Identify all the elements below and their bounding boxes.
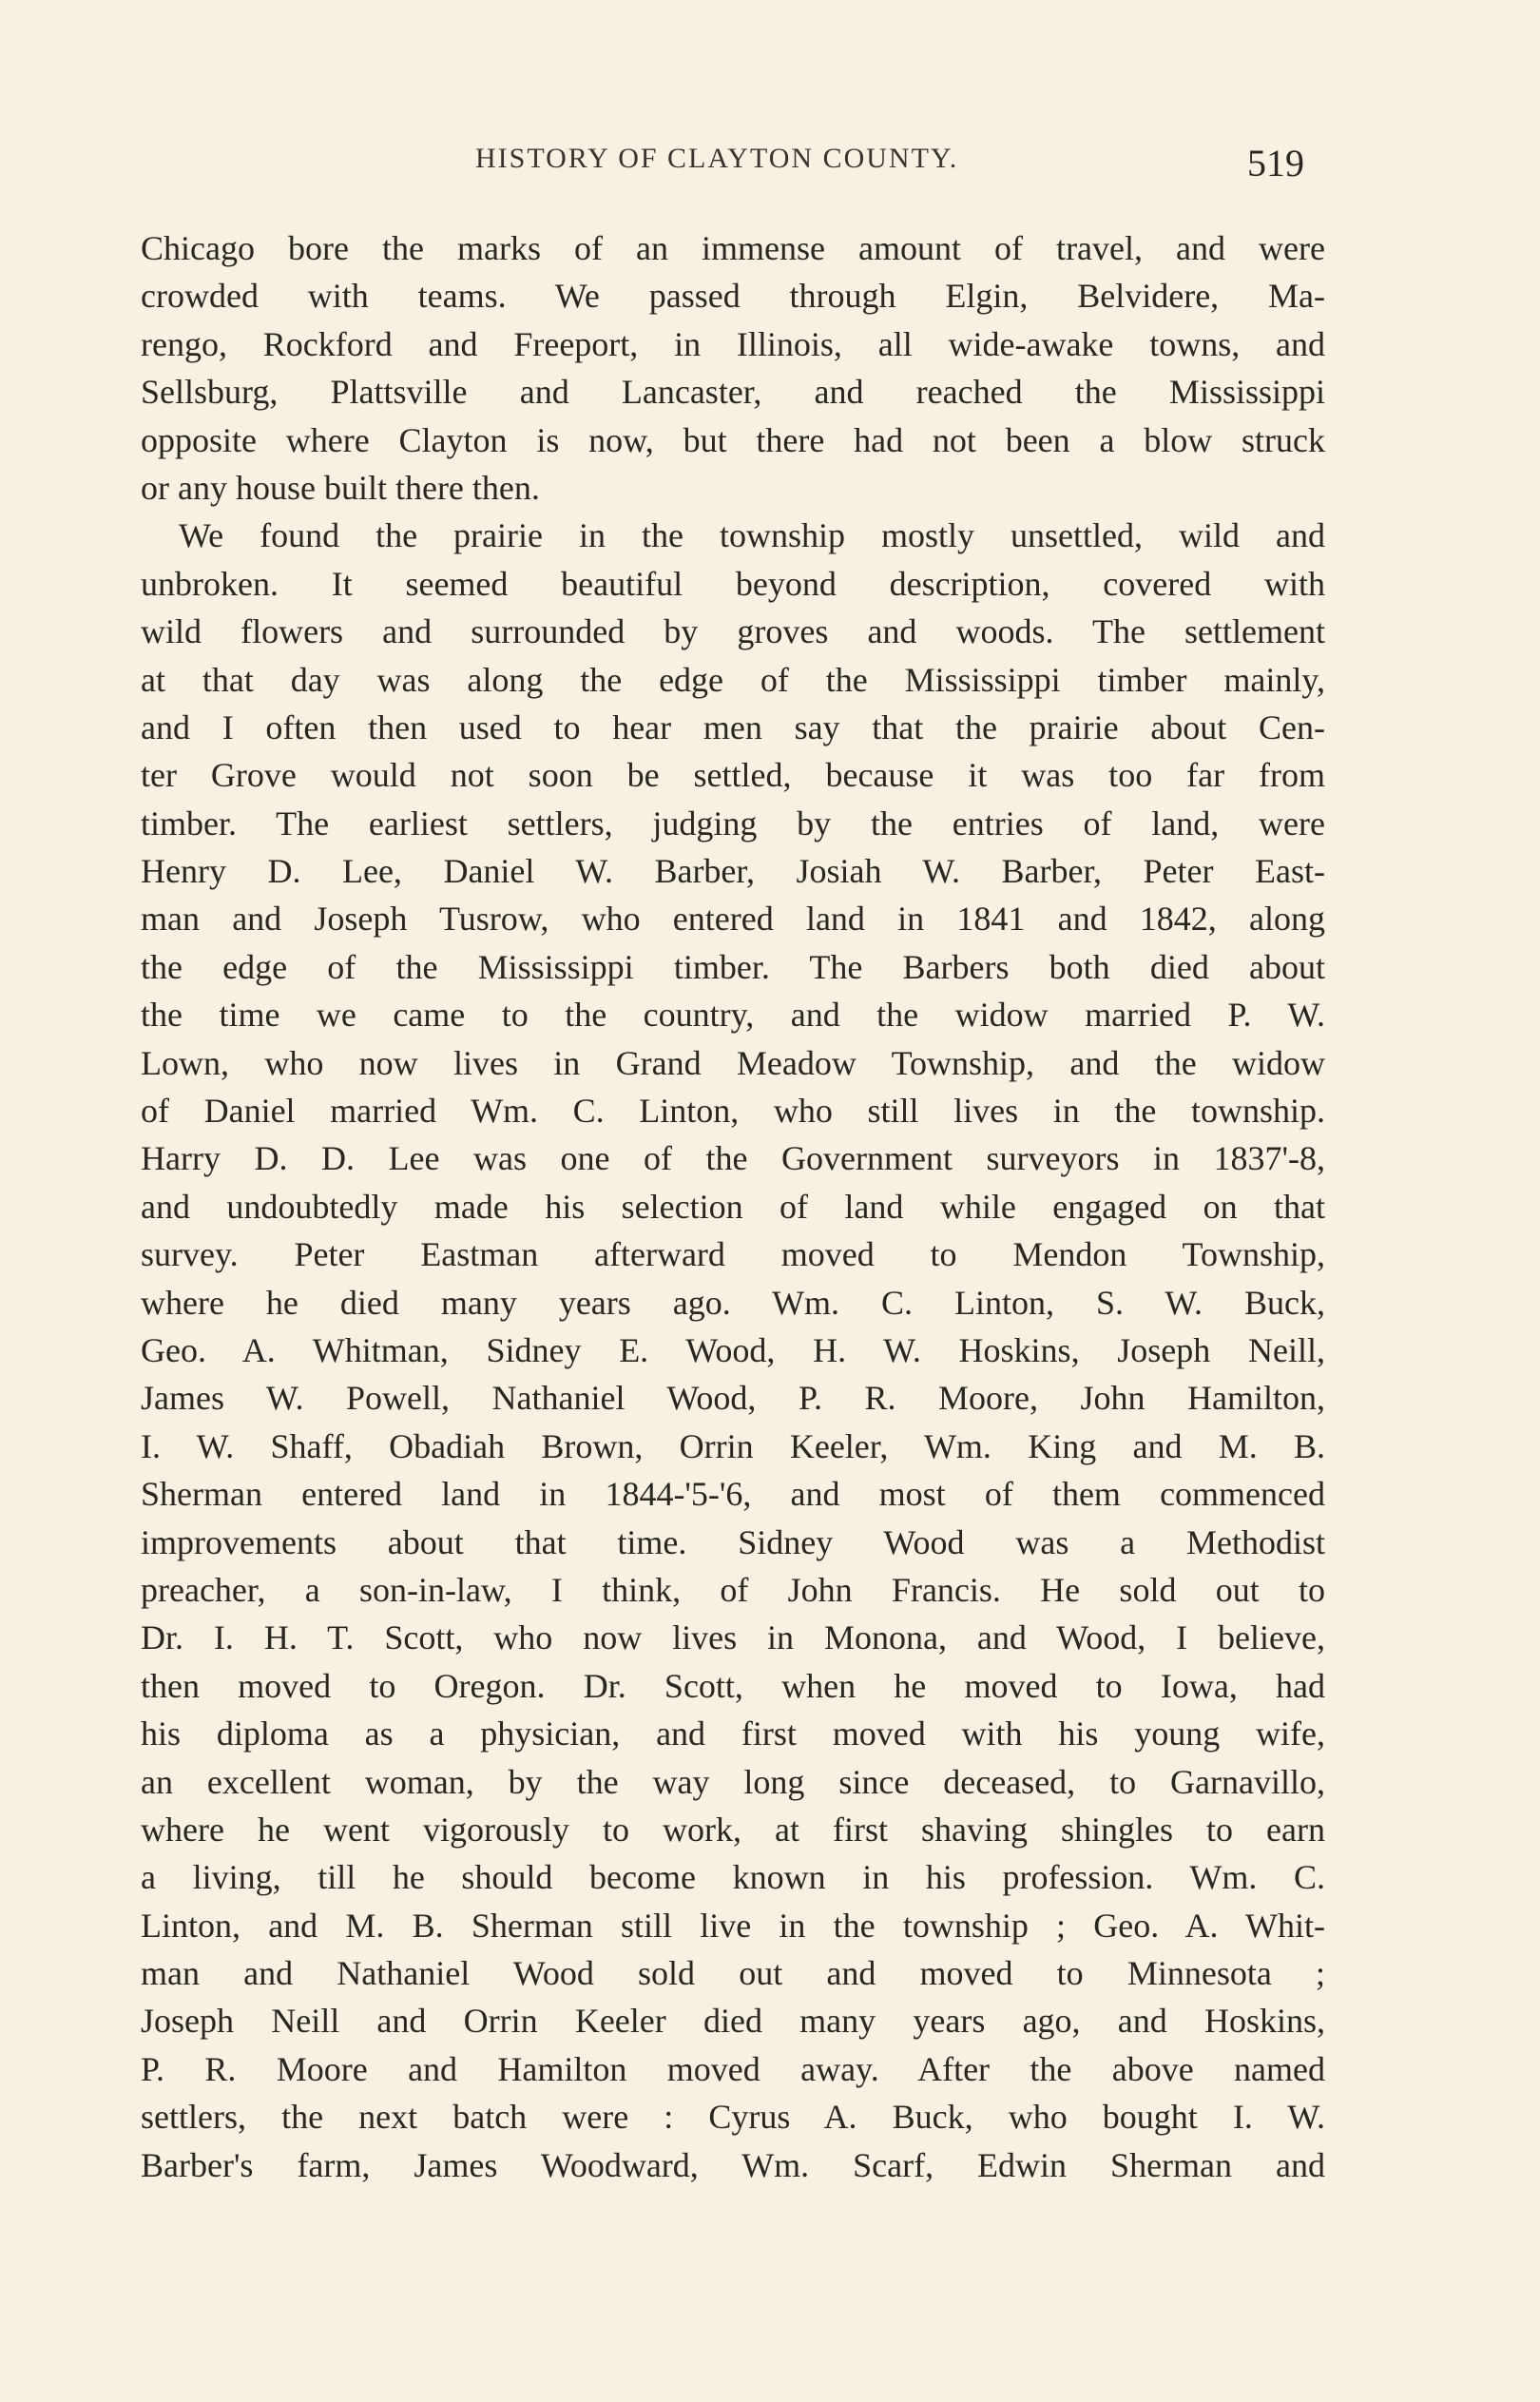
text-line: preacher, a son-in-law, I think, of John Francis. He sold out to bbox=[141, 1570, 1325, 1609]
text-line: I. W. Shaff, Obadiah Brown, Orrin Keeler, Wm. King and M. B. bbox=[141, 1426, 1325, 1465]
text-line: then moved to Oregon. Dr. Scott, when he moved to Iowa, had bbox=[141, 1666, 1325, 1705]
text-line: Sherman entered land in 1844-'5-'6, and most of them commenced bbox=[141, 1475, 1325, 1514]
text-line: opposite where Clayton is now, but there had not been a blow struck bbox=[141, 420, 1325, 459]
text-line: Barber's farm, James Woodward, Wm. Scarf, Edwin Sherman and bbox=[141, 2145, 1325, 2184]
text-line: his diploma as a physician, and first moved with his young wife, bbox=[141, 1714, 1325, 1753]
text-line: Sellsburg, Plattsville and Lancaster, and reached the Mississippi bbox=[141, 373, 1325, 412]
text-line: man and Nathaniel Wood sold out and moved to Minnesota ; bbox=[141, 1954, 1325, 1993]
text-line: of Daniel married Wm. C. Linton, who still lives in the township. bbox=[141, 1092, 1325, 1131]
text-line: Geo. A. Whitman, Sidney E. Wood, H. W. Hoskins, Joseph Neill, bbox=[141, 1330, 1325, 1369]
text-line: a living, till he should become known in his profession. Wm. C. bbox=[141, 1858, 1325, 1897]
text-line: We found the prairie in the township mostly unsettled, wild and bbox=[179, 516, 1325, 555]
text-line: man and Joseph Tusrow, who entered land in 1841 and 1842, along bbox=[141, 900, 1325, 939]
text-line: timber. The earliest settlers, judging by the entries of land, were bbox=[141, 804, 1325, 843]
text-line: P. R. Moore and Hamilton moved away. After the above named bbox=[141, 2049, 1325, 2088]
text-line: Dr. I. H. T. Scott, who now lives in Monona, and Wood, I believe, bbox=[141, 1618, 1325, 1657]
text-line: Lown, who now lives in Grand Meadow Township, and the widow bbox=[141, 1043, 1325, 1082]
text-line: crowded with teams. We passed through Elgin, Belvidere, Ma- bbox=[141, 277, 1325, 316]
text-line: wild flowers and surrounded by groves and woods. The settlement bbox=[141, 612, 1325, 651]
text-line: improvements about that time. Sidney Wood was a Methodist bbox=[141, 1522, 1325, 1561]
page-number: 519 bbox=[1247, 142, 1304, 184]
text-line: where he went vigorously to work, at first shaving shingles to earn bbox=[141, 1810, 1325, 1849]
text-line: and undoubtedly made his selection of land while engaged on that bbox=[141, 1187, 1325, 1226]
text-line: an excellent woman, by the way long since deceased, to Garnavillo, bbox=[141, 1762, 1325, 1801]
text-line: settlers, the next batch were : Cyrus A. Buck, who bought I. W. bbox=[141, 2098, 1325, 2137]
text-line: ter Grove would not soon be settled, because it was too far from bbox=[141, 756, 1325, 795]
text-line: Henry D. Lee, Daniel W. Barber, Josiah W. Barber, Peter East- bbox=[141, 852, 1325, 891]
text-line: Joseph Neill and Orrin Keeler died many years ago, and Hoskins, bbox=[141, 2002, 1325, 2041]
text-line: Chicago bore the marks of an immense amount of travel, and were bbox=[141, 229, 1325, 267]
text-line: and I often then used to hear men say that the prairie about Cen- bbox=[141, 707, 1325, 746]
text-line: unbroken. It seemed beautiful beyond description, covered with bbox=[141, 564, 1325, 603]
text-line: survey. Peter Eastman afterward moved to Mendon Township, bbox=[141, 1235, 1325, 1274]
text-line: the time we came to the country, and the widow married P. W. bbox=[141, 996, 1325, 1035]
text-line: James W. Powell, Nathaniel Wood, P. R. Moore, John Hamilton, bbox=[141, 1379, 1325, 1418]
text-line: Harry D. D. Lee was one of the Government surveyors in 1837'-8, bbox=[141, 1139, 1325, 1178]
text-line: the edge of the Mississippi timber. The Barbers both died about bbox=[141, 947, 1325, 986]
body-text bbox=[141, 224, 1325, 2189]
text-line: where he died many years ago. Wm. C. Linton, S. W. Buck, bbox=[141, 1283, 1325, 1322]
text-line: at that day was along the edge of the Mississippi timber mainly, bbox=[141, 660, 1325, 699]
text-line: rengo, Rockford and Freeport, in Illinois, all wide-awake towns, and bbox=[141, 324, 1325, 363]
text-line: or any house built there then. bbox=[141, 468, 540, 507]
running-head: HISTORY OF CLAYTON COUNTY. bbox=[475, 143, 959, 174]
text-line: Linton, and M. B. Sherman still live in the township ; Geo. A. Whit- bbox=[141, 1906, 1325, 1945]
